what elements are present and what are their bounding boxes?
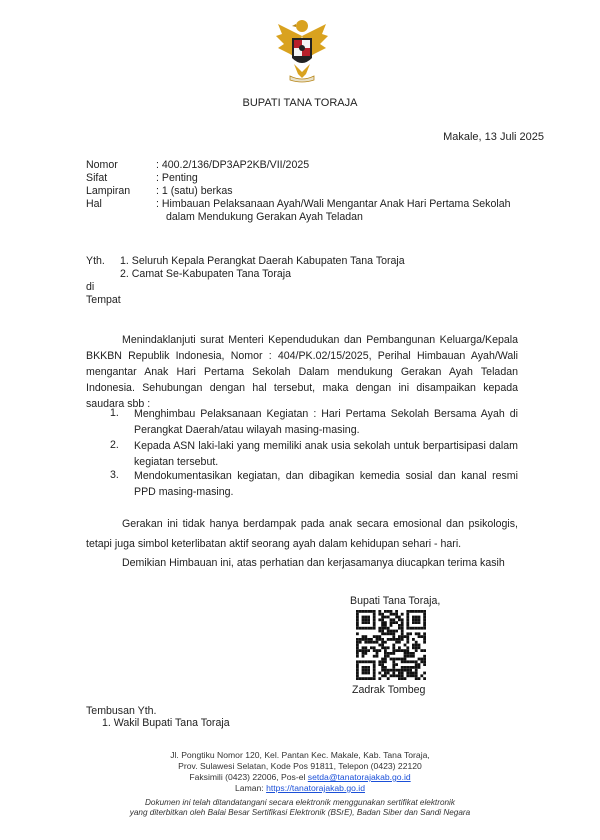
paragraph-impact: Gerakan ini tidak hanya berdampak pada anak secara emosional dan psikologis, tetapi juga simbol keterlibatan aktif seorang ayah dalam kehidupan sehari - hari. xyxy=(86,518,518,550)
email-link[interactable]: setda@tanatorajakab.go.id xyxy=(307,772,411,782)
tempat-label: Tempat xyxy=(86,294,121,306)
footer-fax-email-line xyxy=(0,772,600,783)
meta-label-nomor: Nomor xyxy=(86,159,118,171)
yth-label: Yth. xyxy=(86,255,105,267)
garuda-emblem-icon xyxy=(272,14,332,86)
e-signature-disclaimer: Dokumen ini telah ditandatangani secara elektronik menggunakan sertifikat elektronik xyxy=(145,798,455,807)
meta-label-hal: Hal xyxy=(86,198,102,210)
website-link[interactable]: https://tanatorajakab.go.id xyxy=(266,783,365,793)
footer-website-line xyxy=(0,783,600,794)
cc-item: 1. Wakil Bupati Tana Toraja xyxy=(102,717,230,729)
di-label: di xyxy=(86,281,95,293)
list-item-text: Kepada ASN laki-laki yang memiliki anak usia sekolah untuk berpartisipasi dalam kegiatan tersebut. xyxy=(134,440,518,468)
footer-fax-label: Faksimili (0423) 22006, Pos-el xyxy=(189,772,308,782)
footer-website-label: Laman: xyxy=(235,783,267,793)
meta-label-lampiran: Lampiran xyxy=(86,185,131,197)
letter-date: Makale, 13 Juli 2025 xyxy=(443,131,544,143)
list-number: 2. xyxy=(110,439,119,451)
e-signature-disclaimer: yang diterbitkan oleh Balai Besar Sertifikasi Elektronik (BSrE), Badan Siber dan Sandi Negara xyxy=(129,808,471,817)
list-item-text: Mendokumentasikan kegiatan, dan dibagikan kemedia sosial dan kanal resmi PPD masing-masing. xyxy=(134,470,518,498)
footer-address-line: Prov. Sulawesi Selatan, Kode Pos 91811, Telepon (0423) 22120 xyxy=(178,761,422,771)
list-number: 1. xyxy=(110,407,119,419)
office-title: BUPATI TANA TORAJA xyxy=(242,97,358,109)
footer-address-line: Jl. Pongtiku Nomor 120, Kel. Pantan Kec. Makale, Kab. Tana Toraja, xyxy=(170,750,430,760)
meta-value-nomor: : 400.2/136/DP3AP2KB/VII/2025 xyxy=(156,159,310,171)
list-item-text: Menghimbau Pelaksanaan Kegiatan : Hari Pertama Sekolah Bersama Ayah di Perangkat Daerah/atau wilayah masing-masing. xyxy=(134,408,518,436)
closing-sentence: Demikian Himbauan ini, atas perhatian dan kerjasamanya diucapkan terima kasih xyxy=(122,557,505,569)
cc-heading: Tembusan Yth. xyxy=(86,705,157,717)
signatory-name: Zadrak Tombeg xyxy=(352,684,426,696)
recipient-item: 1. Seluruh Kepala Perangkat Daerah Kabupaten Tana Toraja xyxy=(120,255,405,267)
list-number: 3. xyxy=(110,469,119,481)
meta-label-sifat: Sifat xyxy=(86,172,108,184)
meta-value-sifat: : Penting xyxy=(156,172,198,184)
qr-code-icon xyxy=(356,610,426,680)
recipient-item: 2. Camat Se-Kabupaten Tana Toraja xyxy=(120,268,291,280)
signature-title: Bupati Tana Toraja, xyxy=(350,595,441,607)
meta-value-hal-cont: dalam Mendukung Gerakan Ayah Teladan xyxy=(166,211,363,223)
meta-value-lampiran: : 1 (satu) berkas xyxy=(156,185,233,197)
intro-paragraph: Menindaklanjuti surat Menteri Kependudukan dan Pembangunan Keluarga/Kepala BKKBN Republik Indonesia, Nomor : 404/PK.02/15/2025, Perihal Himbauan Ayah/Wali mengantar Anak Hari Pertama Sekolah Dalam mendukung Gerakan Ayah Teladan Indonesia. Sehubungan dengan hal tersebut, maka dengan ini disampaikan kepada saudara sbb : xyxy=(86,334,518,410)
meta-value-hal: : Himbauan Pelaksanaan Ayah/Wali Mengantar Anak Hari Pertama Sekolah xyxy=(156,198,511,210)
